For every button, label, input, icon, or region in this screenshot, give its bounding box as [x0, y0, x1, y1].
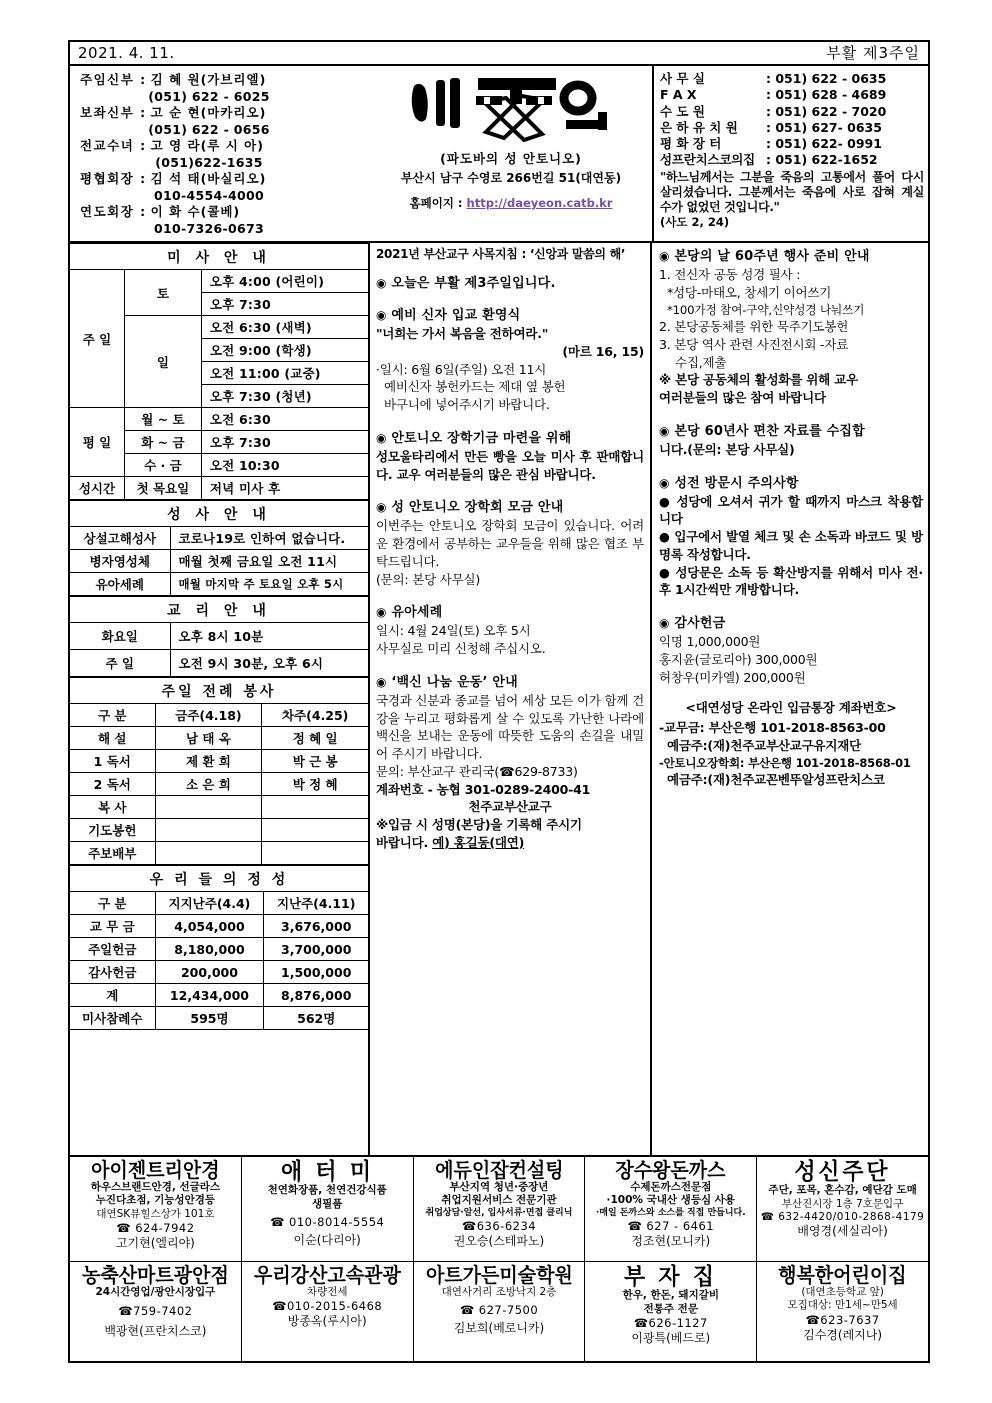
- ad-contact-name: 배영경(세실리아): [797, 1224, 888, 1239]
- ad-detail: (대연초등학교 앞): [801, 1286, 884, 1298]
- staff-name: 이 화 수(콜베): [150, 204, 241, 219]
- staff-name: 고 영 라(루 시 아): [150, 138, 264, 153]
- mass-time: 오전 6:30: [201, 408, 368, 431]
- liturgy-role: 복 사: [70, 796, 155, 819]
- announcement-line: 2. 본당공동체를 위한 묵주기도봉헌: [659, 319, 849, 335]
- ad-card[interactable]: [70, 1262, 242, 1361]
- liturgy-role: 기도봉헌: [70, 819, 155, 842]
- staff-role: 전교수녀 :: [80, 138, 147, 153]
- announcement-heading: [659, 472, 923, 491]
- advertisement-section: [70, 1155, 928, 1361]
- ad-detail: 대연SK뷰힐스상가 101호: [96, 1207, 215, 1220]
- bulletin-frame: [68, 40, 930, 1363]
- announcement-line: *성당-마태오, 창세기 이어쓰기: [667, 284, 832, 300]
- ad-contact-name: 이순(다리아): [293, 1232, 361, 1247]
- liturgy-role: 주보배부: [70, 842, 155, 865]
- offering-prev2: 4,054,000: [155, 915, 264, 938]
- bank-account-holder: 예금주:(재)천주교부산교구유지재단: [667, 737, 861, 753]
- catechism-label: 주 일: [70, 650, 170, 677]
- offering-category: 교 무 금: [70, 915, 155, 938]
- bullet-icon: ◉: [659, 616, 670, 631]
- ad-phone: ☎636-6234: [461, 1219, 537, 1234]
- donation-entry: 익명 1,000,000원: [659, 634, 761, 650]
- announcement-item: [376, 272, 644, 291]
- ad-detail: 생필품: [311, 1197, 343, 1210]
- staff-name: 김 석 태(바실리오): [150, 171, 267, 186]
- mass-time: 오전 9:00 (학생): [201, 339, 368, 362]
- liturgy-this-week: [155, 819, 262, 842]
- staff-name: 고 순 현(마카리오): [150, 105, 267, 120]
- ad-phone: ☎ 627-7500: [459, 1303, 539, 1318]
- contact-label: 사 무 실: [660, 71, 705, 86]
- bullet-icon: ◉: [376, 500, 387, 515]
- staff-name: 김 혜 원(가브리엘): [150, 72, 267, 87]
- offering-prev1: 562명: [264, 1007, 368, 1030]
- diocese-pastoral-guideline: 2021년 부산교구 사목지침 : ‘신앙과 말씀의 해’: [376, 247, 626, 261]
- holyhour-day: 첫 목요일: [124, 477, 201, 500]
- ad-phone: ☎ 624-7942: [116, 1221, 195, 1236]
- ad-business-name: 아트가든미술학원: [425, 1263, 573, 1287]
- ad-contact-name: 이광특(베드로): [631, 1330, 711, 1345]
- ad-card[interactable]: [757, 1262, 928, 1361]
- daeyeon-calligraphy-logo: [406, 72, 616, 146]
- bullet-icon: ◉: [376, 674, 387, 689]
- announcement-heading: [659, 612, 923, 631]
- ad-business-name: 농축산마트광안점: [81, 1263, 229, 1287]
- mass-time: 오전 11:00 (교중): [201, 362, 368, 385]
- announcement-quote-ref: (마르 16, 15): [562, 343, 644, 359]
- announcement-account: 계좌번호 - 농협 301-0289-2400-41: [376, 781, 591, 797]
- ad-detail: 모집대상: 만1세~만5세: [787, 1299, 898, 1312]
- announcement-item: [659, 245, 923, 407]
- liturgy-this-week: [155, 796, 262, 819]
- homepage-link[interactable]: http://daeyeon.catb.kr: [466, 196, 613, 210]
- liturgy-this-week: 남 태 옥: [155, 727, 262, 750]
- staff-entry: [80, 204, 366, 237]
- ad-card[interactable]: [414, 1262, 586, 1361]
- announcement-heading-text: 성전 방문시 주의사항: [674, 475, 799, 491]
- staff-entry: [80, 105, 366, 138]
- ad-contact-name: 김보희(베로니카): [453, 1321, 545, 1336]
- bullet-icon: ◉: [659, 423, 670, 438]
- announcement-line: *100가정 참여-구약,신약성경 나눠쓰기: [667, 302, 865, 317]
- liturgy-service-table: [70, 677, 368, 865]
- ad-detail: 전통주 전문: [643, 1302, 698, 1315]
- announcement-body: 이번주는 안토니오 장학회 모금이 있습니다. 어려운 환경에서 공부하는 교우들을 위해 많은 협조 부탁드립니다.: [376, 518, 644, 569]
- announcement-line: 수집,제출: [675, 354, 727, 370]
- mass-time: 오후 7:30 (청년): [201, 385, 368, 408]
- offering-prev2: 12,434,000: [155, 984, 264, 1007]
- ad-card[interactable]: [585, 1262, 757, 1361]
- ad-detail: 차량전세: [306, 1286, 348, 1298]
- announcement-bullet-line: ● 입구에서 발열 체크 및 손 소독과 바코드 및 방명록 작성합니다.: [659, 529, 924, 562]
- ad-card[interactable]: [414, 1157, 586, 1261]
- liturgy-this-week: 제 환 희: [155, 750, 262, 773]
- contact-label: 은 하 유 치 원: [660, 119, 738, 135]
- announcement-heading-text: 성 안토니오 장학회 모금 안내: [391, 500, 564, 516]
- ad-detail: 대연사거리 조방낙지 2층: [441, 1286, 557, 1298]
- announcement-item: [376, 304, 644, 414]
- announcement-account-holder: 천주교부산교구: [468, 799, 552, 815]
- bullet-icon: ◉: [376, 605, 387, 620]
- ad-business-name: 부 자 집: [624, 1264, 718, 1290]
- sacrament-label: 상설고해성사: [70, 527, 170, 550]
- contact-value: : 051) 627- 0635: [766, 119, 882, 135]
- ad-contact-name: 방종옥(루시아): [287, 1314, 367, 1329]
- ad-card[interactable]: [585, 1157, 757, 1261]
- announcement-item: [376, 427, 644, 484]
- ad-card[interactable]: [242, 1262, 414, 1361]
- announcement-note: 여러분들의 많은 참여 바랍니다: [659, 390, 826, 406]
- liturgy-this-week: 소 은 희: [155, 773, 262, 796]
- contact-row: [660, 104, 924, 120]
- ad-card[interactable]: [70, 1157, 242, 1261]
- announcement-heading-text: 본당의 날 60주년 행사 준비 안내: [674, 249, 870, 264]
- liturgy-next-week: 박 근 봉: [262, 750, 368, 773]
- contact-value: : 051) 622- 0991: [766, 136, 882, 151]
- announcement-line: ·일시: 6월 6일(주일) 오전 11시: [376, 361, 547, 377]
- ad-row-2: [70, 1261, 928, 1361]
- announcement-item: [376, 601, 644, 658]
- contact-row: [660, 136, 924, 152]
- announcement-line: 일시: 4월 24일(토) 오후 5시: [376, 623, 531, 639]
- bullet-icon: ◉: [376, 430, 387, 445]
- liturgy-role: 1 독서: [70, 750, 155, 773]
- announcement-note-2: 바랍니다. 예) 홍길동(대연): [376, 834, 525, 850]
- announcement-bullet-line: ● 성당문은 소독 등 확산방지를 위해서 미사 전·후 1시간씩만 개방합니다.: [659, 564, 923, 598]
- liturgical-season: 부활 제3주일: [826, 44, 920, 62]
- homepage-label: 홈페이지 :: [409, 196, 463, 210]
- dot-bullet-icon: ●: [659, 564, 671, 580]
- staff-phone: 010-7326-0673: [154, 220, 264, 236]
- sacrament-label: 유아세례: [70, 573, 170, 596]
- ad-detail: 24시간영업/광안시장입구: [95, 1286, 216, 1298]
- announcement-line: 3. 본당 역사 관련 사진전시회 -자료: [659, 336, 849, 352]
- ad-contact-name: 백광현(프란치스코): [104, 1324, 207, 1339]
- ad-phone: ☎ 632-4420/010-2868-4179: [760, 1211, 925, 1224]
- bulletin-header: [70, 66, 928, 243]
- mass-day: 화 ~ 금: [124, 431, 201, 454]
- offering-category: 감사헌금: [70, 961, 155, 984]
- ad-business-name: 장수왕돈까스: [615, 1158, 726, 1182]
- bulletin-body: [70, 243, 928, 1155]
- announcement-heading: [659, 245, 923, 264]
- announcement-line: 1. 전신자 공동 성경 필사 :: [659, 267, 801, 282]
- mass-time: 오전 10:30: [201, 454, 368, 477]
- mass-sunday-label: 주 일: [70, 270, 124, 408]
- liturgy-next-week: 정 혜 일: [262, 727, 368, 750]
- bullet-icon: ◉: [376, 308, 387, 322]
- offering-prev1: 8,876,000: [264, 984, 368, 1007]
- liturgy-role: 해 설: [70, 727, 155, 750]
- announcement-quote: "너희는 가서 복음을 전하여라.": [376, 326, 549, 341]
- catechism-table: [70, 596, 368, 677]
- contact-row: [660, 71, 924, 87]
- announcements-column-1: [370, 243, 652, 1155]
- ad-phone: ☎ 627 - 6461: [627, 1219, 715, 1234]
- announcement-heading-text: 감사헌금: [674, 616, 726, 632]
- liturgy-col-header: 금주(4.18): [155, 704, 262, 727]
- offering-col-header: 지지난주(4.4): [155, 892, 264, 915]
- staff-entry: [80, 138, 366, 171]
- announcement-note: ※ 본당 공동체의 활성화를 위해 교우: [659, 372, 858, 388]
- sacrament-value: 매월 첫째 금요일 오전 11시: [170, 550, 368, 573]
- ad-contact-name: 김수경(레지나): [803, 1327, 883, 1342]
- ad-detail: 누진다초점, 기능성안경등: [95, 1194, 215, 1207]
- announcement-bullet-line: ● 성당에 오셔서 귀가 할 때까지 마스크 착용합니다: [659, 493, 923, 527]
- ad-detail: 한우, 한돈, 돼지갈비: [622, 1289, 719, 1302]
- contact-value: : 051) 622 - 7020: [766, 103, 887, 119]
- staff-phone: (051)622-1635: [155, 154, 263, 170]
- catechism-value: 오전 9시 30분, 오후 6시: [170, 650, 368, 677]
- mass-section-title: 미 사 안 내: [70, 244, 368, 270]
- parish-address: 부산시 남구 수영로 266번길 51(대연동): [400, 171, 622, 185]
- announcement-heading-text: 예비 신자 입교 환영식: [391, 308, 521, 323]
- ad-contact-name: 정조현(모니카): [631, 1234, 711, 1249]
- contact-value: : 051) 622-1652: [766, 152, 878, 168]
- staff-entry: [80, 72, 366, 105]
- liturgy-next-week: [262, 796, 368, 819]
- announcements-column-2: [652, 243, 928, 1155]
- announcement-heading: [376, 272, 644, 291]
- sacrament-value: 매월 마지막 주 토요일 오후 5시: [170, 573, 368, 596]
- ad-detail: 취업지원서비스 전문기관: [441, 1194, 557, 1207]
- holyhour-label: 성시간: [70, 477, 124, 500]
- office-contacts: [652, 66, 928, 241]
- mass-time: 오후 7:30: [201, 431, 368, 454]
- staff-role: 보좌신부 :: [80, 105, 147, 120]
- announcement-heading-text: ‘백신 나눔 운동’ 안내: [391, 674, 518, 690]
- ad-phone: ☎759-7402: [118, 1304, 193, 1319]
- ad-card[interactable]: [242, 1157, 414, 1261]
- mass-day: 토: [124, 270, 201, 316]
- ad-detail: 부산진시장 1층 7호문입구: [781, 1197, 904, 1210]
- parish-identity: [370, 66, 652, 241]
- sacrament-label: 병자영성체: [70, 550, 170, 573]
- ad-business-name: 행복한어린이집: [778, 1263, 907, 1287]
- offering-col-header: 지난주(4.11): [264, 892, 368, 915]
- offering-table: [70, 865, 368, 1030]
- contact-label: F A X: [660, 87, 697, 103]
- bullet-icon: ◉: [376, 276, 387, 290]
- announcement-contact: (문의: 본당 사무실): [376, 571, 481, 587]
- announcement-line: 니다.(문의: 본당 사무실): [659, 441, 795, 457]
- liturgy-next-week: [262, 819, 368, 842]
- ad-card[interactable]: [757, 1157, 928, 1261]
- ad-detail: 취업상담·알선, 입사서류·면접 클리닉: [425, 1207, 573, 1218]
- announcement-heading-text: 안토니오 장학기금 마련을 위해: [391, 430, 572, 446]
- announcement-heading: [659, 420, 923, 439]
- bullet-icon: ◉: [659, 249, 670, 263]
- sacrament-value: 코로나19로 인하여 없습니다.: [170, 527, 368, 550]
- offering-prev1: 1,500,000: [264, 961, 368, 984]
- offering-prev2: 595명: [155, 1007, 264, 1030]
- sacrament-section-title: 성 사 안 내: [70, 501, 368, 527]
- title-bar: [70, 42, 928, 66]
- mass-weekday-label: 평 일: [70, 408, 124, 477]
- contact-row: [660, 120, 924, 136]
- offering-col-header: 구 분: [70, 892, 155, 915]
- ad-phone: ☎626-1127: [633, 1316, 708, 1331]
- liturgy-next-week: [262, 842, 368, 865]
- announcement-note: ※입금 시 성명(본당)을 기록해 주시기: [376, 817, 582, 832]
- announcement-line: 바구니에 넣어주시기 바랍니다.: [384, 397, 550, 412]
- ad-phone: ☎623-7637: [805, 1312, 880, 1327]
- offering-category: 미사참례수: [70, 1007, 155, 1030]
- liturgy-next-week: 박 정 혜: [262, 773, 368, 796]
- donation-entry: 홍지윤(글로리아) 300,000원: [659, 651, 818, 667]
- contact-label: 평 화 장 터: [660, 136, 722, 151]
- sacrament-table: [70, 500, 368, 596]
- ad-detail: ·100% 국내산 생등심 사용: [606, 1194, 736, 1207]
- mass-day: 수 · 금: [124, 454, 201, 477]
- bank-account-block: [659, 699, 923, 788]
- ad-detail: 천연화장품, 천연건강식품: [267, 1184, 387, 1197]
- staff-phone: (051) 622 - 6025: [148, 88, 270, 104]
- bulletin-date: 2021. 4. 11.: [78, 43, 175, 62]
- staff-role: 연도회장 :: [80, 204, 147, 219]
- bank-block-title: <대연성당 온라인 입금통장 계좌번호>: [685, 700, 897, 716]
- catechism-value: 오후 8시 10분: [170, 623, 368, 650]
- ad-detail: 수제돈까스전문점: [630, 1181, 712, 1193]
- offering-prev2: 200,000: [155, 961, 264, 984]
- schedule-column: [70, 243, 370, 1155]
- donation-entry: 허창우(미카엘) 200,000원: [659, 669, 806, 685]
- contact-row: [660, 87, 924, 103]
- mass-time: 오후 4:00 (어린이): [201, 270, 368, 293]
- holyhour-time: 저녁 미사 후: [201, 477, 368, 500]
- offering-prev1: 3,676,000: [264, 915, 368, 938]
- dot-bullet-icon: ●: [659, 493, 672, 509]
- staff-phone: 010-4554-4000: [154, 187, 264, 203]
- ad-detail: 하우스브랜드안경, 선글라스: [90, 1181, 221, 1193]
- scripture-reference: (사도 2, 24): [660, 214, 730, 229]
- announcement-contact: 문의: 부산교구 관리국(☎629-8733): [376, 763, 578, 779]
- liturgy-this-week: [155, 842, 262, 865]
- parish-patron: (파도바의 성 안토니오): [440, 151, 582, 166]
- liturgy-section-title: 주일 전례 봉사: [70, 678, 368, 704]
- staff-role: 평협회장 :: [80, 171, 147, 186]
- contact-row: [660, 152, 924, 168]
- announcement-body: 국경과 신분과 종교를 넘어 세상 모든 이가 함께 건강을 누리고 평화롭게 살 수 있도록 가난한 나라에 백신을 보내는 운동에 따뜻한 도움의 손길을 내밀어 주시기 바랍니다.: [376, 692, 644, 761]
- offering-prev2: 8,180,000: [155, 938, 264, 961]
- liturgy-role: 2 독서: [70, 773, 155, 796]
- contact-label: 수 도 원: [660, 103, 705, 119]
- announcement-body: 성모울타리에서 만든 빵을 오늘 미사 후 판매합니다. 교우 여러분들의 많은 관심 바랍니다.: [376, 448, 644, 482]
- announcement-heading: [376, 496, 644, 515]
- ad-business-name: 아이젠트리안경: [91, 1158, 220, 1182]
- catechism-section-title: 교 리 안 내: [70, 597, 368, 623]
- bullet-icon: ◉: [659, 475, 670, 490]
- bank-account-holder: 예금주:(재)천주교꼰벤뚜알성프란치스코: [667, 771, 885, 787]
- staff-entry: [80, 171, 366, 204]
- parish-logo: [370, 70, 652, 148]
- staff-role: 주임신부 :: [80, 72, 147, 87]
- offering-section-title: 우 리 들 의 정 성: [70, 866, 368, 892]
- mass-time: 오전 6:30 (새벽): [201, 316, 368, 339]
- announcement-item: [376, 496, 644, 588]
- mass-time: 오후 7:30: [201, 293, 368, 316]
- offering-category: 주일헌금: [70, 938, 155, 961]
- announcement-heading-text: 유아세례: [391, 605, 443, 621]
- ad-business-name: 애 터 미: [280, 1159, 374, 1185]
- ad-detail: ·매일 돈까스와 소스를 직접 만듭니다.: [595, 1207, 746, 1218]
- announcement-line: 사무실로 미리 신청해 주십시오.: [376, 641, 546, 656]
- ad-row-1: [70, 1157, 928, 1261]
- scripture-quote: "하느님께서는 그분을 죽음의 고통에서 풀어 다시 살리셨습니다. 그분께서는 죽음에 사로 잡혀 계실 수가 없었던 것입니다.": [660, 169, 924, 214]
- parish-staff-list: [70, 66, 370, 241]
- announcement-item: [659, 420, 923, 459]
- announcement-item: [376, 671, 644, 852]
- liturgy-col-header: 구 분: [70, 704, 155, 727]
- ad-phone: ☎ 010-8014-5554: [270, 1215, 385, 1230]
- announcement-line: 예비신자 봉헌카드는 제대 옆 봉헌: [384, 379, 566, 395]
- parish-homepage: [370, 195, 652, 211]
- ad-business-name: 우리강산고속관광: [253, 1263, 401, 1287]
- ad-business-name: 성신주단: [794, 1159, 891, 1185]
- ad-phone: ☎010-2015-6468: [272, 1299, 383, 1314]
- announcement-heading-text: 본당 60년사 편찬 자료를 수집합: [674, 423, 865, 439]
- mass-day: 월 ~ 토: [124, 408, 201, 431]
- staff-phone: (051) 622 - 0656: [148, 121, 270, 137]
- contact-value: : 051) 628 - 4689: [766, 87, 887, 103]
- announcement-item: [659, 472, 923, 600]
- announcement-heading: [376, 427, 644, 446]
- announcement-item: [659, 612, 923, 686]
- ad-detail: 주단, 포목, 혼수감, 예단감 도매: [768, 1184, 917, 1197]
- mass-schedule-table: [70, 243, 368, 500]
- ad-contact-name: 권오승(스테파노): [453, 1234, 545, 1249]
- announcement-heading: [376, 671, 644, 690]
- offering-category: 계: [70, 984, 155, 1007]
- liturgy-col-header: 차주(4.25): [262, 704, 368, 727]
- announcement-heading: [376, 601, 644, 620]
- offering-prev1: 3,700,000: [264, 938, 368, 961]
- announcement-heading: [376, 304, 644, 323]
- announcement-heading-text: 오늘은 부활 제3주일입니다.: [391, 276, 556, 291]
- dot-bullet-icon: ●: [659, 529, 670, 545]
- mass-day: 일: [124, 316, 201, 408]
- ad-business-name: 에듀인잡컨설팅: [434, 1158, 564, 1182]
- ad-contact-name: 고기현(엘리야): [115, 1236, 195, 1251]
- contact-value: : 051) 622 - 0635: [766, 71, 887, 86]
- bank-account-line: -안토니오장학회: 부산은행 101-2018-8568-01: [659, 755, 911, 770]
- bank-account-line: -교무금: 부산은행 101-2018-8563-00: [659, 720, 886, 736]
- ad-detail: 부산지역 청년·중장년: [449, 1181, 549, 1193]
- catechism-label: 화요일: [70, 623, 170, 650]
- contact-label: 성프란치스코의집: [660, 152, 756, 168]
